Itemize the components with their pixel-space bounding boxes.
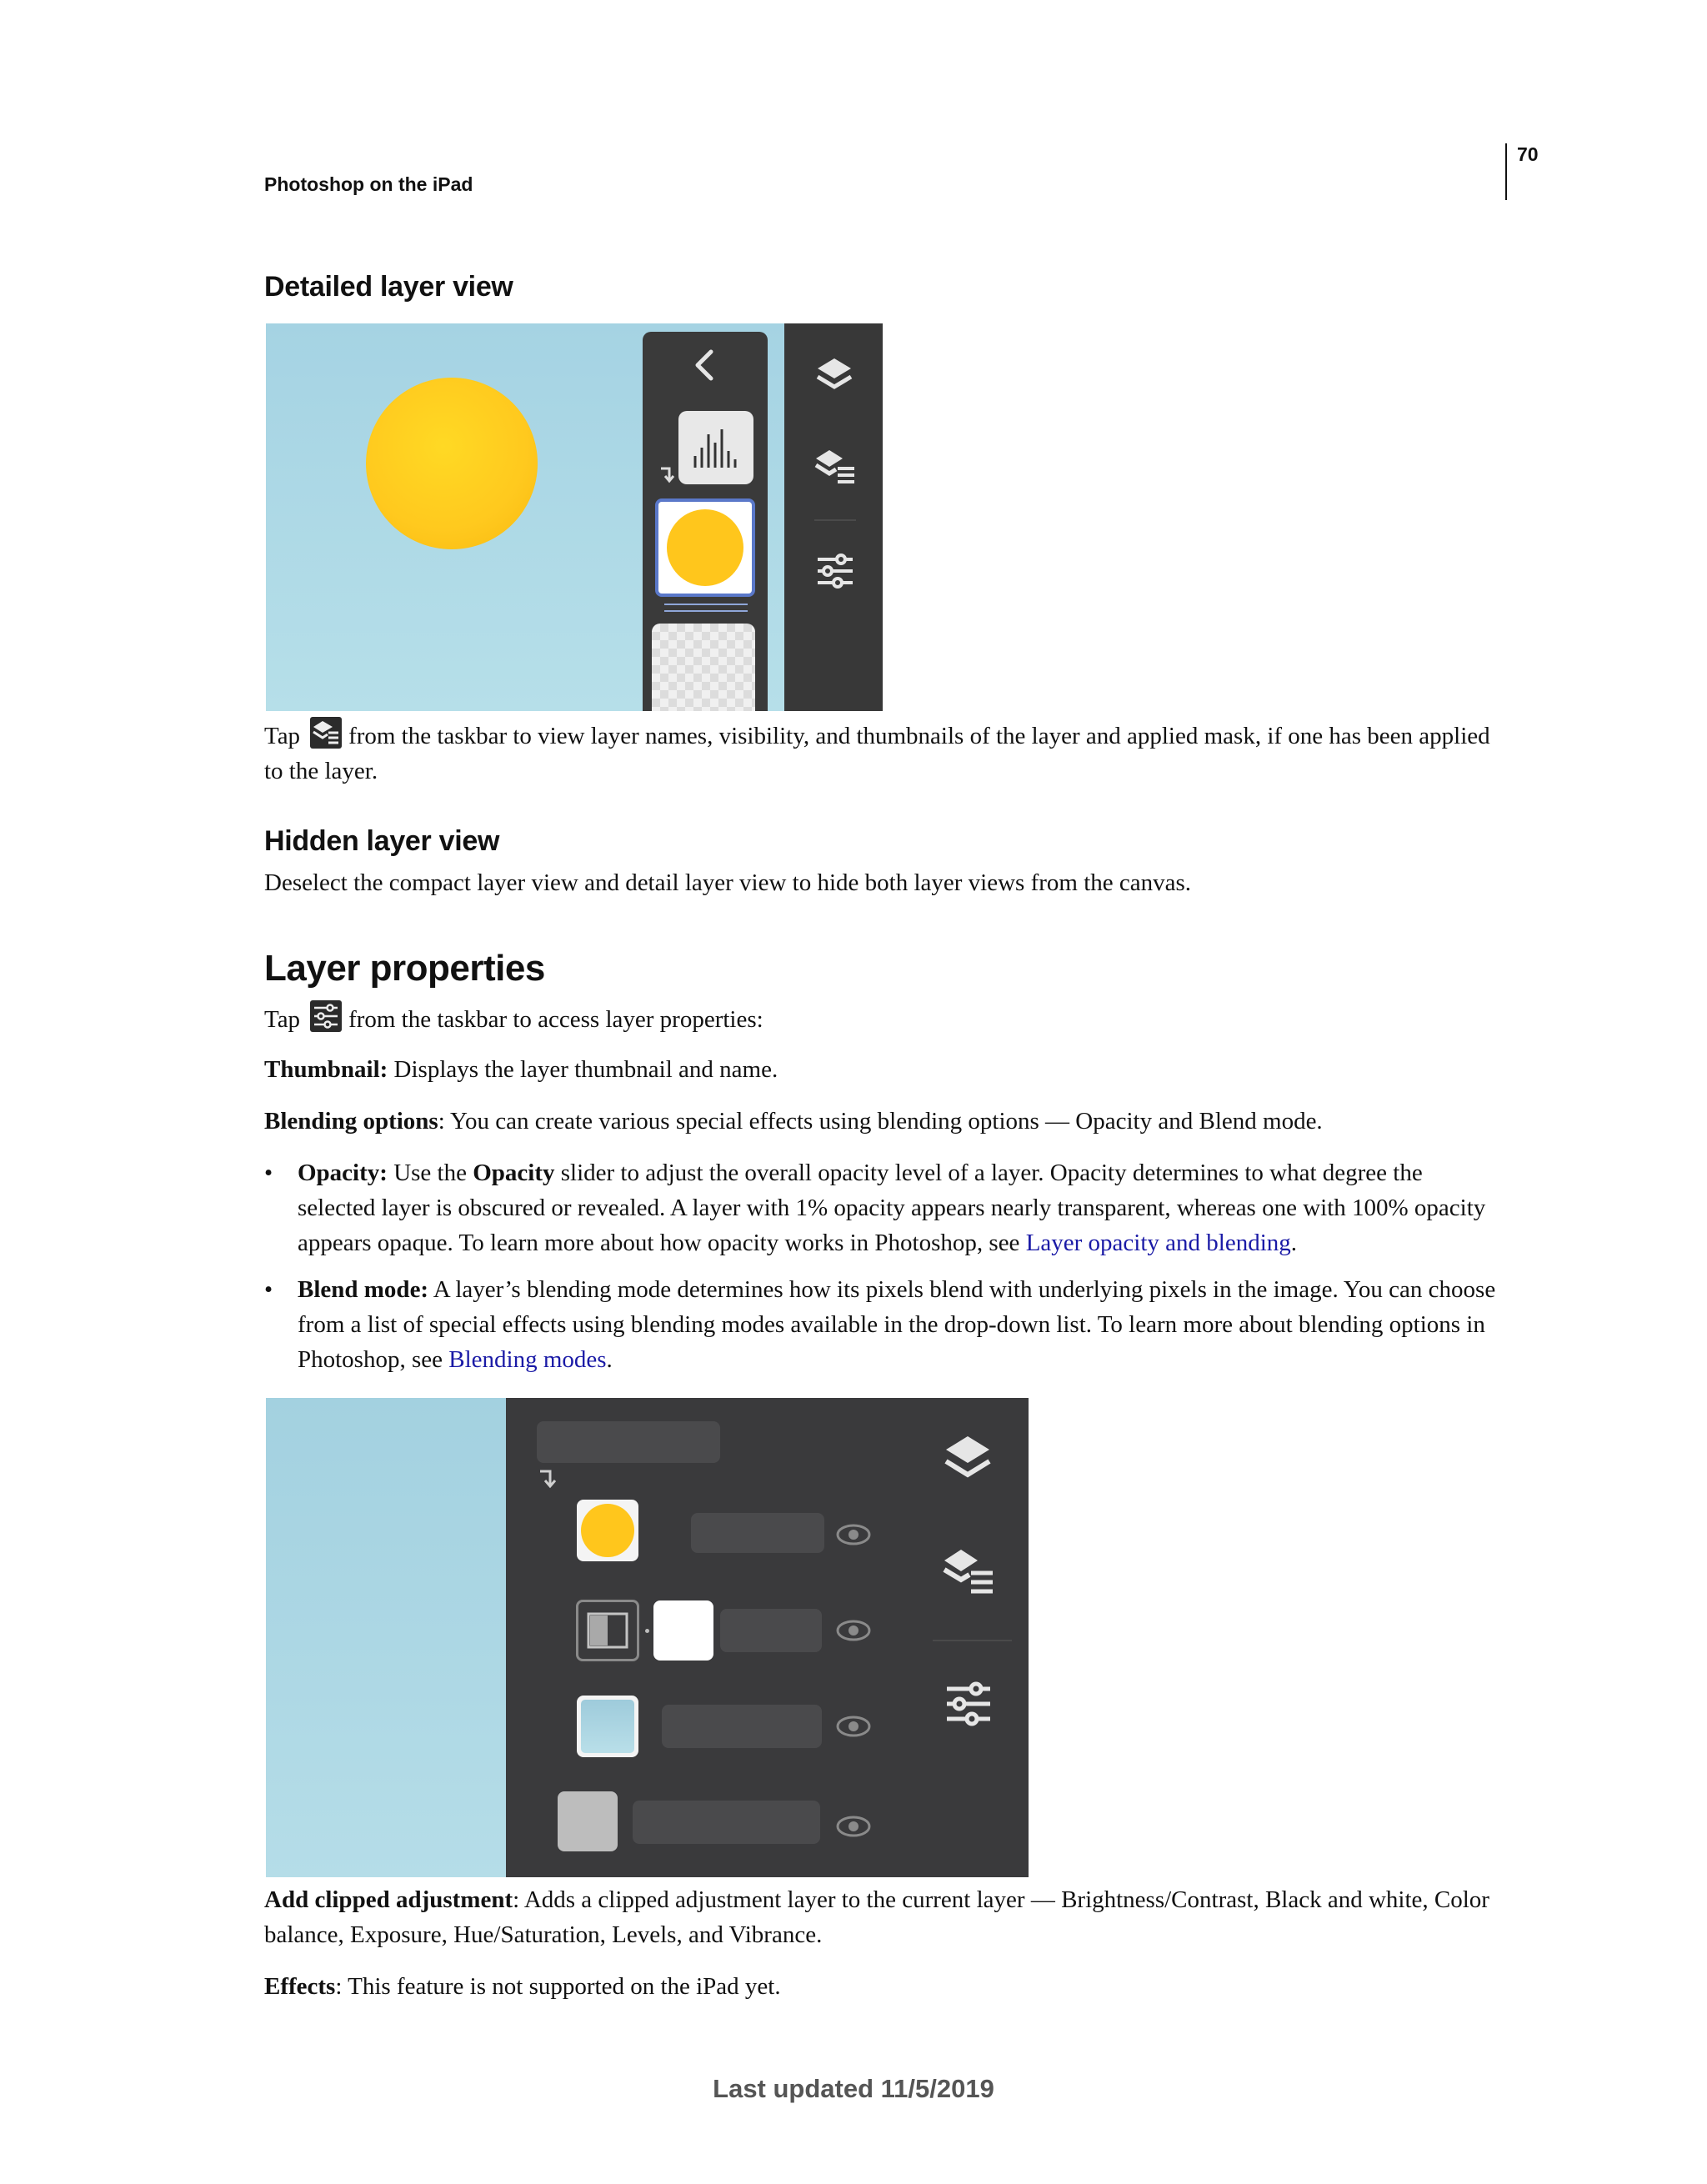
- layer-thumbnail-background[interactable]: [577, 1696, 638, 1757]
- sun-layer-preview: [667, 509, 743, 586]
- panel-header-placeholder: [537, 1421, 720, 1463]
- thumbnail-text: Displays the layer thumbnail and name.: [388, 1056, 778, 1083]
- eye-icon[interactable]: [836, 1619, 871, 1642]
- mask-thumbnail[interactable]: [653, 1600, 713, 1661]
- link-layer-opacity-and-blending[interactable]: Layer opacity and blending: [1025, 1230, 1291, 1256]
- opacity-text-a: Use the: [387, 1160, 473, 1186]
- taskbar-divider: [814, 519, 856, 521]
- detailed-view-paragraph: [264, 717, 1498, 789]
- layer-name-placeholder: [720, 1609, 822, 1652]
- clipped-adjustment-text: : Adds a clipped adjustment layer to the current layer — Brightness/Contrast, Black and white, Color balance, Exposure, Hue/Saturation, Levels, and Vibrance.: [264, 1886, 1489, 1948]
- canvas-sun-shape: [366, 378, 538, 549]
- detailed-layer-view-screenshot: [266, 323, 883, 711]
- bullet-dot: •: [264, 1276, 273, 1303]
- selection-indicator: [664, 604, 748, 612]
- bullet-opacity-text: [298, 1155, 1498, 1260]
- selected-layer-thumbnail[interactable]: [655, 498, 755, 597]
- bullet-dot: •: [264, 1160, 273, 1186]
- clipped-adjustment-paragraph: [264, 1882, 1498, 1952]
- running-header: Photoshop on the iPad: [264, 173, 473, 195]
- detailed-layers-icon[interactable]: [943, 1548, 994, 1596]
- text-tap: Tap: [264, 723, 301, 749]
- blending-label: Blending options: [264, 1108, 438, 1135]
- heading-hidden-layer-view: Hidden layer view: [264, 825, 500, 857]
- layer-name-placeholder: [691, 1513, 824, 1553]
- clip-arrow-icon: [658, 465, 676, 483]
- opacity-text-c: .: [1290, 1230, 1298, 1256]
- layer-properties-icon[interactable]: [945, 1681, 992, 1726]
- sun-preview: [581, 1504, 634, 1557]
- layers-icon[interactable]: [943, 1433, 993, 1483]
- sky-preview: [581, 1700, 634, 1753]
- clip-arrow-icon: [537, 1466, 557, 1490]
- canvas-area: [266, 1398, 506, 1877]
- opacity-text-b: slider to adjust the overall opacity level of a layer. Opacity determines to what degree the selected layer is obscured or revealed. A layer with 1% opacity appears nearly transparent, whereas one with 100% opacity appears opaque. To learn more about how opacity works in Photoshop, see: [298, 1160, 1486, 1256]
- layer-properties-icon[interactable]: [816, 553, 854, 589]
- clipped-adjustment-label: Add clipped adjustment: [264, 1886, 513, 1913]
- detailed-layers-icon: [310, 717, 342, 749]
- bullet-blend-mode-text: [298, 1272, 1498, 1377]
- detailed-view-description: from the taskbar to view layer names, visibility, and thumbnails of the layer and applied mask, if one has been applied to the layer.: [264, 723, 1490, 784]
- eye-icon[interactable]: [836, 1815, 871, 1838]
- bullet-opacity: [264, 1155, 1498, 1264]
- eye-icon[interactable]: [836, 1715, 871, 1738]
- heading-detailed-layer-view: Detailed layer view: [264, 271, 513, 303]
- effects-label: Effects: [264, 1973, 336, 2000]
- header-rule: [1505, 143, 1507, 200]
- bullet-blend-mode: [264, 1272, 1498, 1380]
- detailed-layers-panel-screenshot: [266, 1398, 1029, 1877]
- group-thumbnail[interactable]: [558, 1791, 618, 1851]
- layer-thumbnail-sun[interactable]: [577, 1500, 638, 1561]
- properties-tap-paragraph: [264, 1000, 1498, 1037]
- adjustment-layer-thumbnail[interactable]: [576, 1600, 639, 1661]
- detailed-layers-icon[interactable]: [814, 448, 856, 487]
- layers-icon[interactable]: [814, 355, 854, 395]
- thumbnail-label: Thumbnail:: [264, 1056, 388, 1083]
- page-number: 70: [1517, 143, 1539, 165]
- chevron-left-icon[interactable]: [693, 348, 716, 382]
- taskbar-divider: [933, 1640, 1012, 1641]
- mask-icon: [587, 1612, 628, 1649]
- blend-mode-label: Blend mode:: [298, 1276, 429, 1303]
- blend-mode-text-a: A layer’s blending mode determines how its pixels blend with underlying pixels in the image. You can choose from a list of special effects using blending modes available in the drop-down list. To learn more about blending options in Photoshop, see: [298, 1276, 1496, 1373]
- layer-name-placeholder: [662, 1705, 822, 1748]
- link-dot: [645, 1629, 649, 1633]
- footer-last-updated: Last updated 11/5/2019: [713, 2074, 994, 2103]
- link-blending-modes[interactable]: Blending modes: [448, 1346, 607, 1373]
- histogram-icon: [691, 426, 741, 469]
- blending-paragraph: [264, 1104, 1498, 1139]
- opacity-label: Opacity:: [298, 1160, 388, 1186]
- effects-paragraph: [264, 1969, 1498, 2004]
- text-tap: Tap: [264, 1006, 301, 1033]
- layer-properties-icon: [310, 1000, 342, 1032]
- blending-text: : You can create various special effects using blending options — Opacity and Blend mode.: [438, 1108, 1323, 1135]
- eye-icon[interactable]: [836, 1523, 871, 1546]
- thumbnail-paragraph: [264, 1052, 1498, 1087]
- heading-layer-properties: Layer properties: [264, 948, 545, 989]
- hidden-view-paragraph: Deselect the compact layer view and detail layer view to hide both layer views from the canvas.: [264, 869, 1192, 896]
- properties-tap-description: from the taskbar to access layer properties:: [348, 1006, 763, 1033]
- layer-name-placeholder: [633, 1801, 820, 1844]
- adjustment-layer-thumbnail[interactable]: [678, 411, 753, 484]
- transparent-layer-thumbnail[interactable]: [652, 624, 755, 711]
- opacity-inline-bold: Opacity: [473, 1160, 555, 1186]
- blend-mode-text-c: .: [606, 1346, 613, 1373]
- effects-text: : This feature is not supported on the iPad yet.: [335, 1973, 781, 2000]
